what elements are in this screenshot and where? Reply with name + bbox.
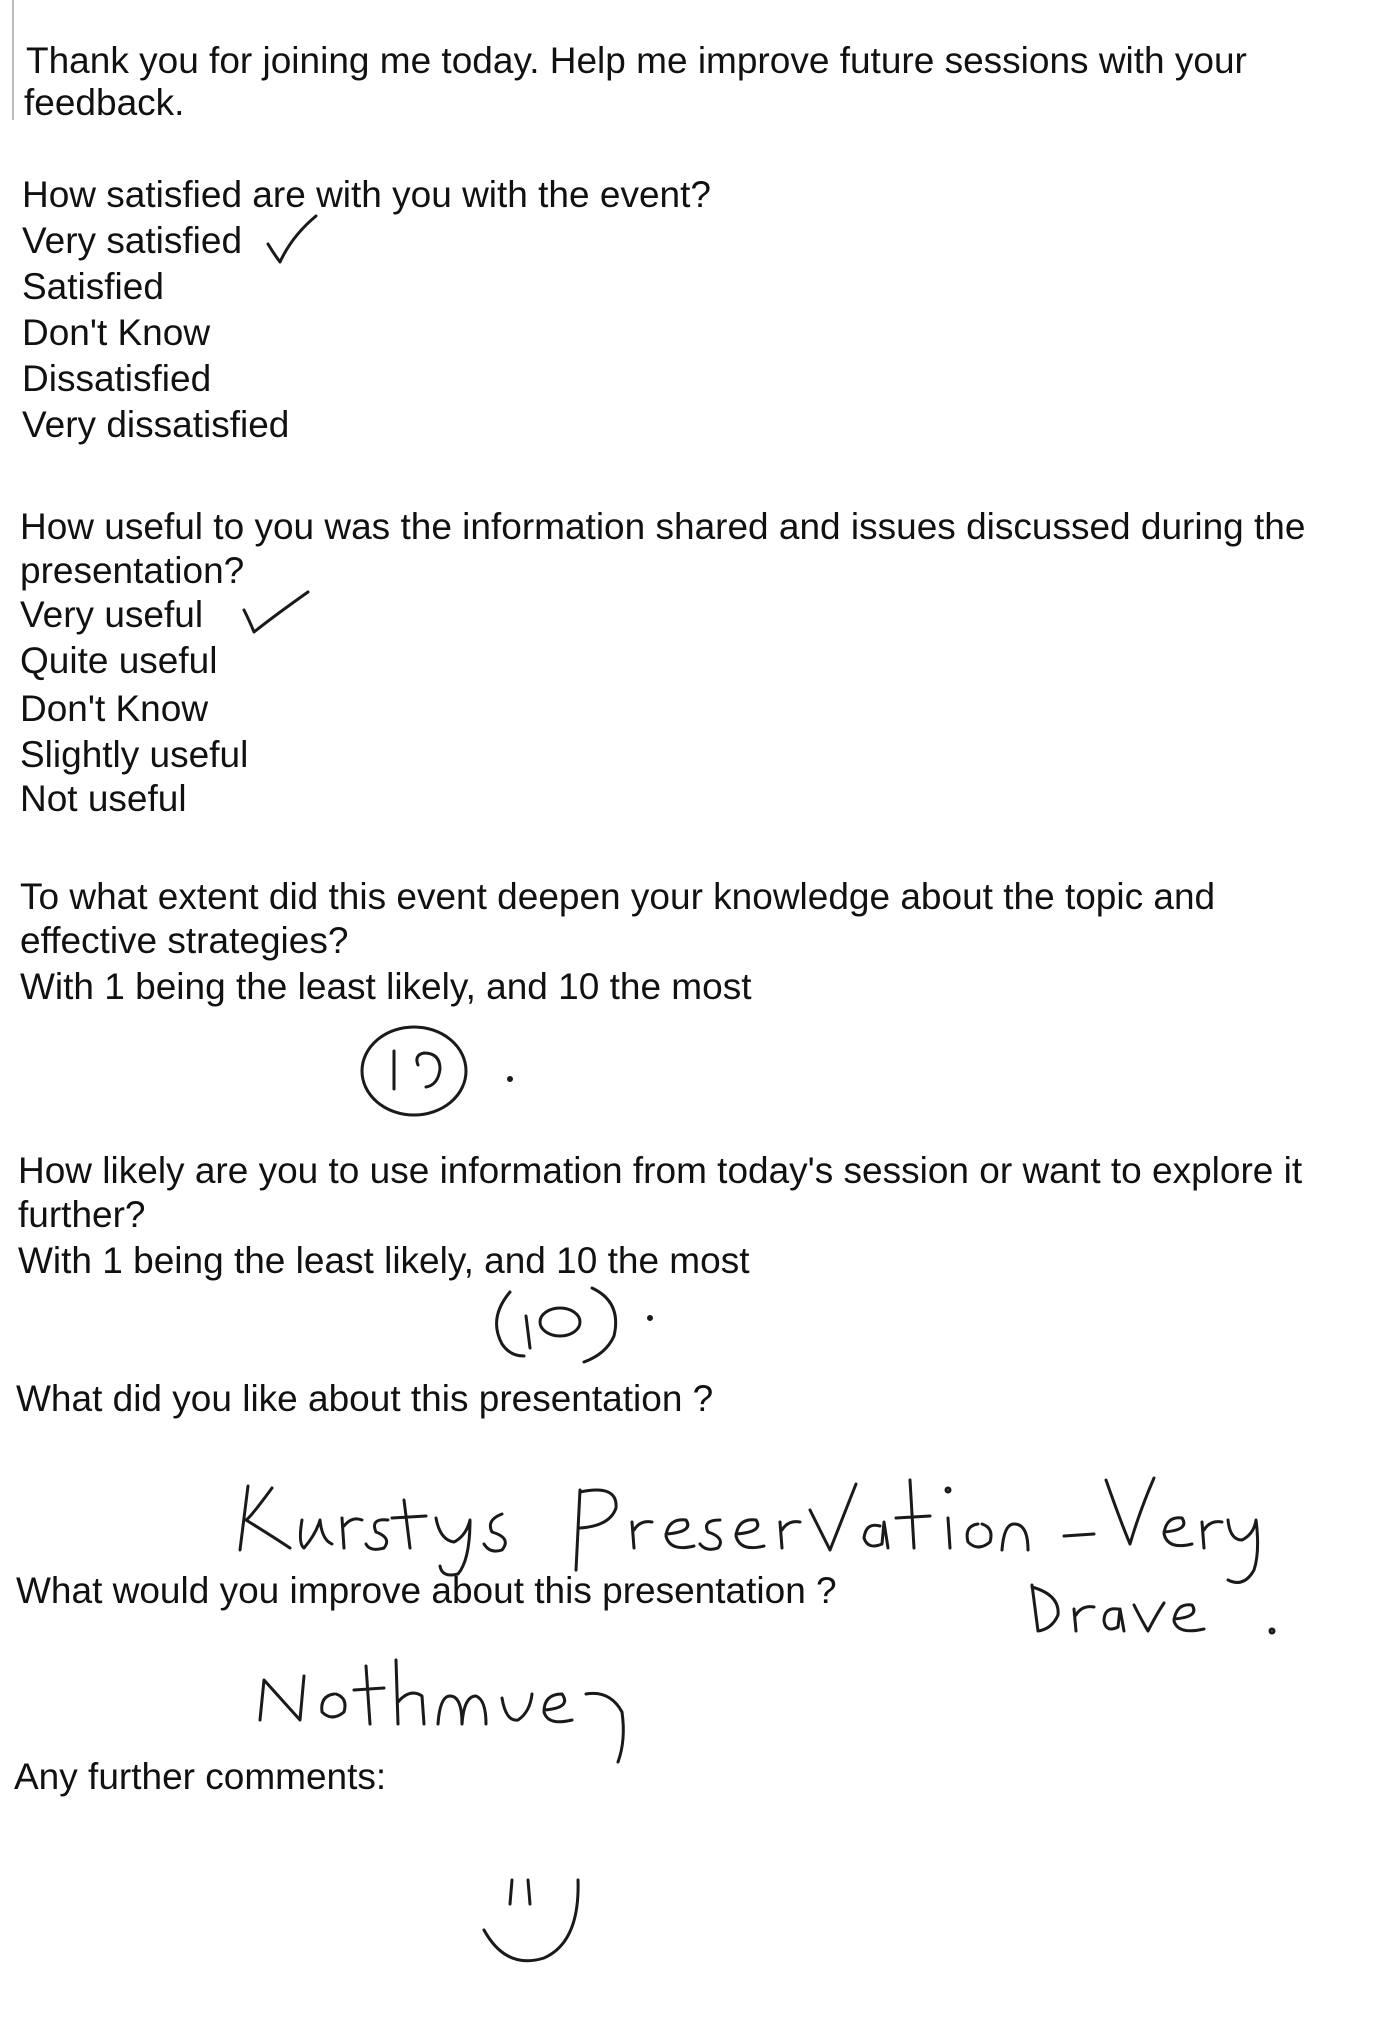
q1-option-very-dissatisfied[interactable]: Very dissatisfied: [22, 404, 290, 445]
q4-question-line-1: How likely are you to use information from today's session or want to explore it: [18, 1150, 1303, 1191]
q1-option-dissatisfied[interactable]: Dissatisfied: [22, 358, 212, 399]
q2-option-not-useful[interactable]: Not useful: [20, 778, 187, 819]
q1-question: How satisfied are with you with the event?: [22, 174, 711, 215]
q2-option-very-useful[interactable]: Very useful: [20, 594, 204, 635]
q2-option-slightly-useful[interactable]: Slightly useful: [20, 734, 249, 775]
q4-question-line-2: further?: [18, 1194, 146, 1235]
q1-checkmark-icon: [262, 210, 322, 270]
q2-option-quite-useful[interactable]: Quite useful: [20, 640, 218, 681]
q4-circled-answer-10: [480, 1278, 670, 1368]
q2-question-line-2: presentation?: [20, 550, 245, 591]
q3-circled-answer-10: [350, 1015, 520, 1125]
smiley-face-icon: [470, 1860, 620, 1990]
q3-scale-note: With 1 being the least likely, and 10 the most: [20, 966, 752, 1007]
q5-question: What did you like about this presentation ?: [16, 1378, 714, 1419]
q2-question-line-1: How useful to you was the information shared and issues discussed during the: [20, 506, 1306, 547]
q1-option-dont-know[interactable]: Don't Know: [22, 312, 211, 353]
scan-edge-line: [12, 0, 14, 120]
q2-checkmark-icon: [240, 588, 312, 640]
q4-scale-note: With 1 being the least likely, and 10 the most: [18, 1240, 750, 1281]
q7-question: Any further comments:: [14, 1756, 387, 1797]
q2-option-dont-know[interactable]: Don't Know: [20, 688, 209, 729]
q1-option-satisfied[interactable]: Satisfied: [22, 266, 164, 307]
q3-question-line-2: effective strategies?: [20, 920, 349, 961]
intro-line-2: feedback.: [24, 82, 185, 123]
q6-question: What would you improve about this presentation ?: [16, 1570, 837, 1611]
q1-option-very-satisfied[interactable]: Very satisfied: [22, 220, 243, 261]
q5-handwritten-answer-continued: [1010, 1565, 1310, 1645]
q3-question-line-1: To what extent did this event deepen your knowledge about the topic and: [20, 876, 1216, 917]
intro-line-1: Thank you for joining me today. Help me improve future sessions with your: [26, 40, 1247, 81]
